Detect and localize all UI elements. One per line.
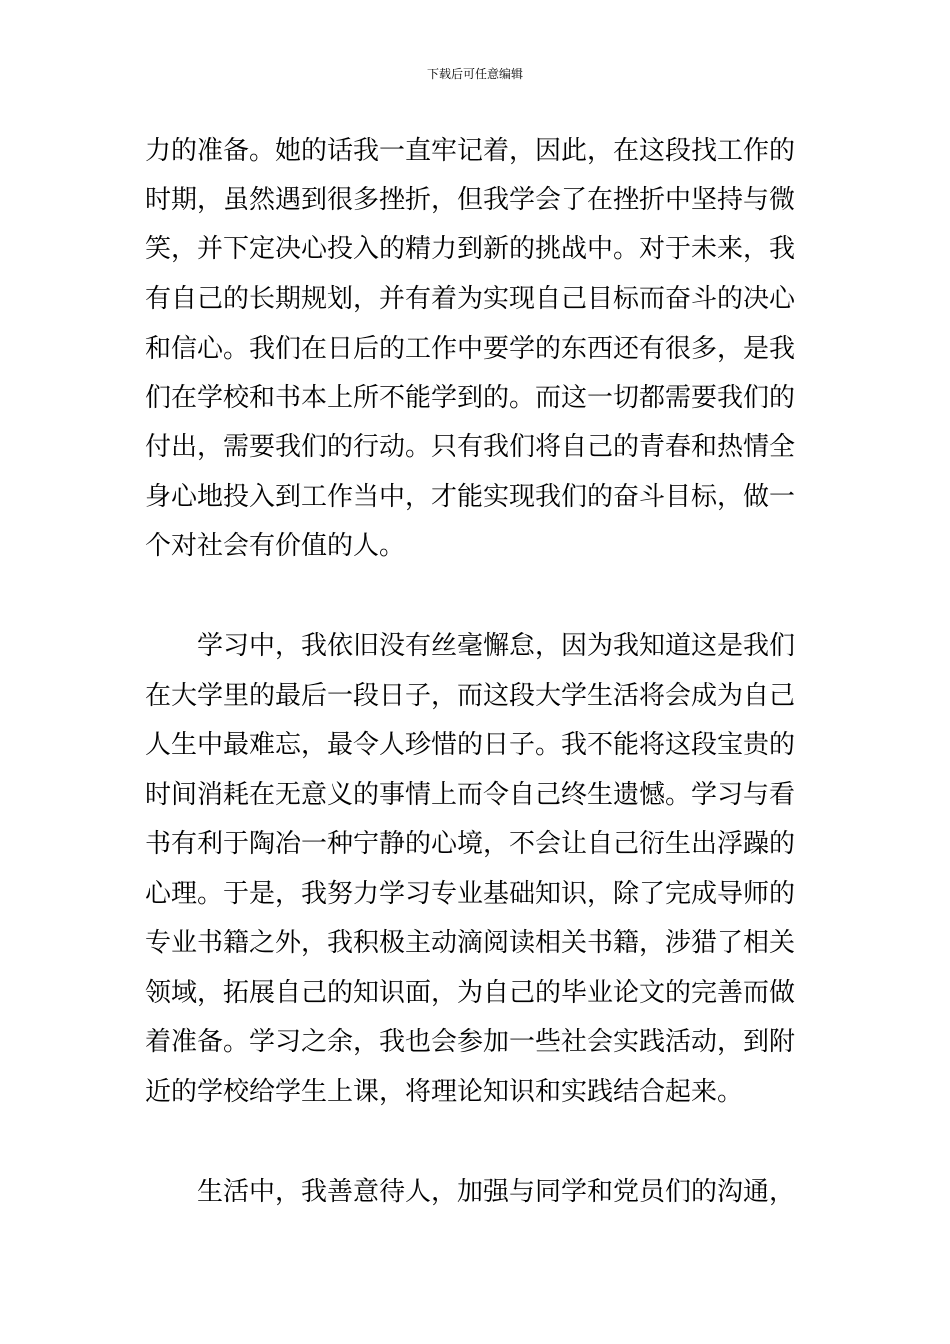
text-line: 近的学校给学生上课，将理论知识和实践结合起来。 [145,1077,744,1107]
text-line: 生活中，我善意待人，加强与同学和党员们的沟通， [197,1177,796,1207]
text-line: 力的准备。她的话我一直牢记着，因此，在这段找工作的 [145,136,796,166]
text-line: 领域，拓展自己的知识面，为自己的毕业论文的完善而做 [145,978,796,1008]
text-line: 身心地投入到工作当中，才能实现我们的奋斗目标，做一 [145,482,796,512]
text-line: 时期，虽然遇到很多挫折，但我学会了在挫折中坚持与微 [145,185,796,215]
text-line: 人生中最难忘，最令人珍惜的日子。我不能将这段宝贵的 [145,730,796,760]
page-header: 下载后可任意编辑 [426,67,523,81]
text-line: 有自己的长期规划，并有着为实现自己目标而奋斗的决心 [145,284,796,314]
text-line: 付出，需要我们的行动。只有我们将自己的青春和热情全 [145,432,796,462]
text-line: 书有利于陶冶一种宁静的心境，不会让自己衍生出浮躁的 [145,829,796,859]
text-line: 笑，并下定决心投入的精力到新的挑战中。对于未来，我 [145,234,796,264]
text-line: 个对社会有价值的人。 [145,531,406,561]
text-line: 和信心。我们在日后的工作中要学的东西还有很多，是我 [145,334,796,364]
text-line: 着准备。学习之余，我也会参加一些社会实践活动，到附 [145,1027,796,1057]
text-line: 在大学里的最后一段日子，而这段大学生活将会成为自己 [145,681,796,711]
text-line: 们在学校和书本上所不能学到的。而这一切都需要我们的 [145,383,796,413]
text-line: 学习中，我依旧没有丝毫懈怠，因为我知道这是我们 [197,631,796,661]
text-line: 时间消耗在无意义的事情上而令自己终生遗憾。学习与看 [145,780,796,810]
text-line: 心理。于是，我努力学习专业基础知识，除了完成导师的 [145,879,796,909]
text-line: 专业书籍之外，我积极主动滴阅读相关书籍，涉猎了相关 [145,928,796,958]
